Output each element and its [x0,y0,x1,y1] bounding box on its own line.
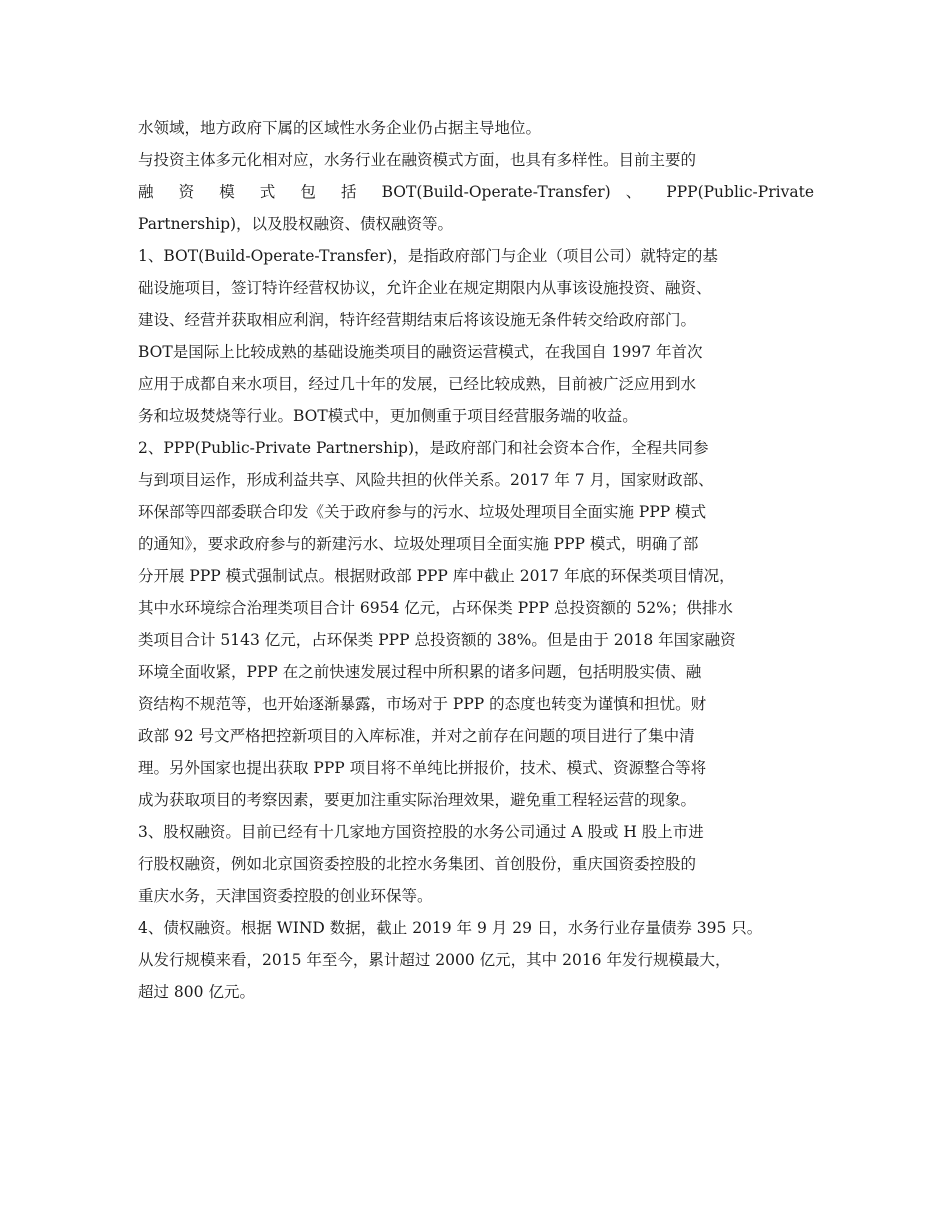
text-line: 务和垃圾焚烧等行业。BOT模式中，更加侧重于项目经营服务端的收益。 [138,407,638,425]
text-line: 环境全面收紧，PPP 在之前快速发展过程中所积累的诸多问题，包括明股实债、融 [138,663,702,681]
text-line: Partnership)，以及股权融资、债权融资等。 [138,215,454,233]
text-line: 应用于成都自来水项目，经过几十年的发展，已经比较成熟，目前被广泛应用到水 [138,375,697,393]
text-line: 建设、经营并获取相应利润，特许经营期结束后将该设施无条件转交给政府部门。 [138,311,697,329]
text-line: 行股权融资，例如北京国资委控股的北控水务集团、首创股份，重庆国资委控股的 [138,855,697,873]
text-line: 与投资主体多元化相对应，水务行业在融资模式方面，也具有多样性。目前主要的 [138,151,697,169]
text-line: 的通知》，要求政府参与的新建污水、垃圾处理项目全面实施 PPP 模式，明确了部 [138,535,699,553]
text-line: 2、PPP(Public-Private Partnership)，是政府部门和社会资本合作，全程共同参 [138,439,709,457]
text-line: 超过 800 亿元。 [138,983,255,1001]
text-line: 从发行规模来看，2015 年至今，累计超过 2000 亿元，其中 2016 年发行规模最大， [138,951,731,969]
text-line: 水领域，地方政府下属的区域性水务企业仍占据主导地位。 [138,119,542,137]
text-line: 4、债权融资。根据 WIND 数据，截止 2019 年 9 月 29 日，水务行业存量债券 395 只。 [138,919,763,937]
text-line: 3、股权融资。目前已经有十几家地方国资控股的水务公司通过 A 股或 H 股上市进 [138,823,704,841]
text-line: 成为获取项目的考察因素，要更加注重实际治理效果，避免重工程轻运营的现象。 [138,791,697,809]
text-line: 分开展 PPP 模式强制试点。根据财政部 PPP 库中截止 2017 年底的环保类项目情况， [138,567,735,585]
text-line: 政部 92 号文严格把控新项目的入库标准，并对之前存在问题的项目进行了集中清 [138,727,695,745]
document-body [138,112,814,1008]
text-line: 环保部等四部委联合印发《关于政府参与的污水、垃圾处理项目全面实施 PPP 模式 [138,503,707,521]
text-line: 重庆水务，天津国资委控股的创业环保等。 [138,887,433,905]
text-line: 理。另外国家也提出获取 PPP 项目将不单纯比拼报价，技术、模式、资源整合等将 [138,759,707,777]
text-line: 础设施项目，签订特许经营权协议，允许企业在规定期限内从事该设施投资、融资、 [138,279,712,297]
text-line: BOT是国际上比较成熟的基础设施类项目的融资运营模式，在我国自 1997 年首次 [138,343,703,361]
text-line: 类项目合计 5143 亿元，占环保类 PPP 总投资额的 38%。但是由于 2018 年国家融资 [138,631,736,649]
text-line: 融 资 模 式 包 括 BOT(Build-Operate-Transfer) 、 PPP(Public-Private [138,183,814,201]
text-line: 与到项目运作，形成利益共享、风险共担的伙伴关系。2017 年 7 月，国家财政部、 [138,471,714,489]
text-line: 资结构不规范等，也开始逐渐暴露，市场对于 PPP 的态度也转变为谨慎和担忧。财 [138,695,707,713]
text-line: 1、BOT(Build-Operate-Transfer)，是指政府部门与企业（项目公司）就特定的基 [138,247,718,265]
text-line: 其中水环境综合治理类项目合计 6954 亿元，占环保类 PPP 总投资额的 52%；供排水 [138,599,733,617]
